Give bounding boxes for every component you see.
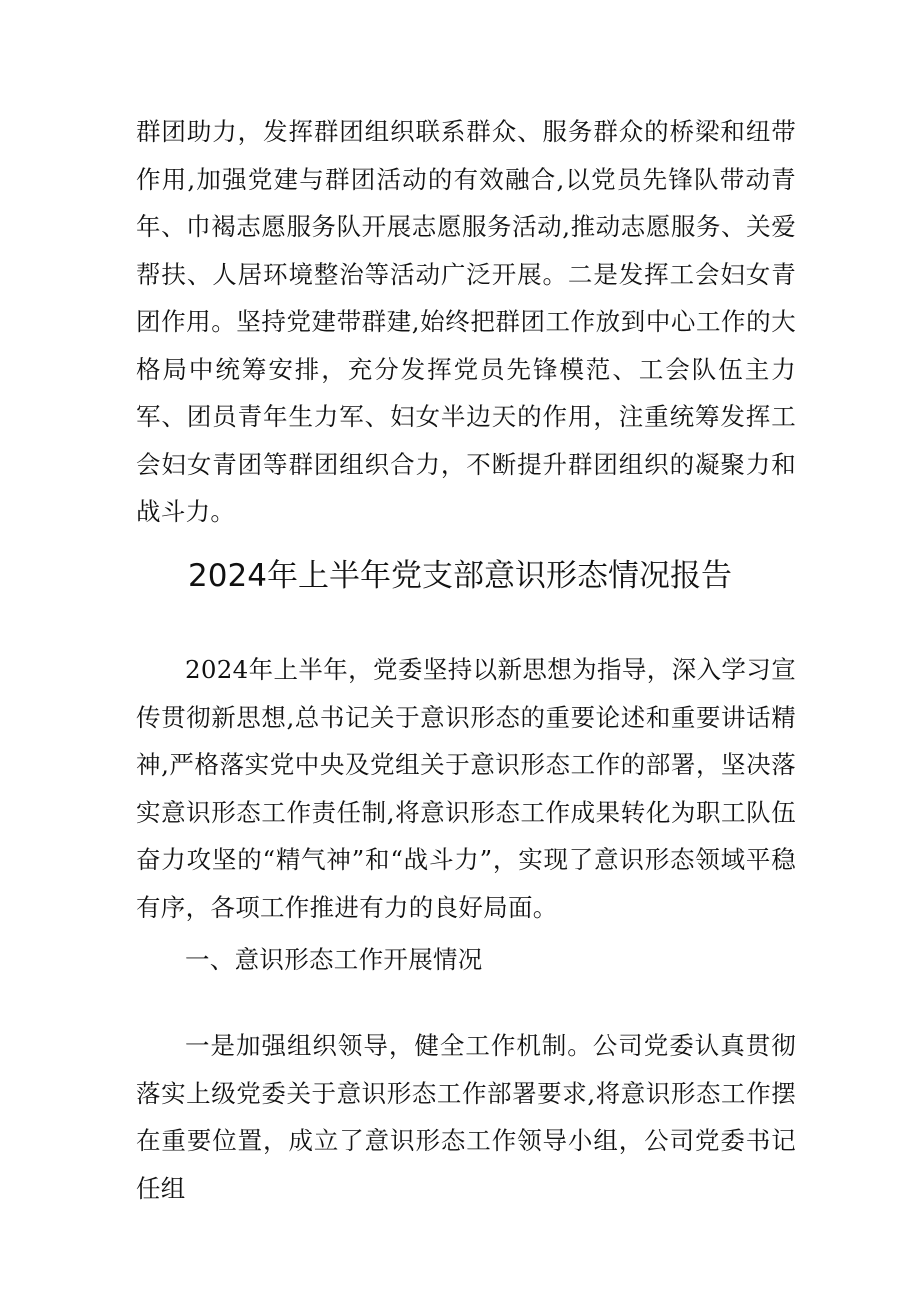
section-heading: 一、意识形态工作开展情况	[185, 945, 483, 974]
body-paragraph: 2024年上半年，党委坚持以新思想为指导，深入学习宣传贯彻新思想,总书记关于意识形态的重要论述和重要讲话精神,严格落实党中央及党组关于意识形态工作的部署，坚决落实意识形态工作责任制,将意识形态工作成果转化为职工队伍奋力攻坚的“精气神”和“战斗力”，实现了意识形态领域平稳有序，各项工作推进有力的良好局面。	[136, 655, 796, 922]
document-title: 2024年上半年党支部意识形态情况报告	[188, 558, 732, 594]
body-paragraph: 一是加强组织领导，健全工作机制。公司党委认真贯彻落实上级党委关于意识形态工作部署要求,将意识形态工作摆在重要位置，成立了意识形态工作领导小组，公司党委书记任组	[136, 1031, 796, 1203]
body-paragraph: 群团助力，发挥群团组织联系群众、服务群众的桥梁和纽带作用,加强党建与群团活动的有效融合,以党员先锋队带动青年、巾褐志愿服务队开展志愿服务活动,推动志愿服务、关爱帮扶、人居环境整治等活动广泛开展。二是发挥工会妇女青团作用。坚持党建带群建,始终把群团工作放到中心工作的大格局中统筹安排，充分发挥党员先锋模范、工会队伍主力军、团员青年生力军、妇女半边天的作用，注重统筹发挥工会妇女青团等群团组织合力，不断提升群团组织的凝聚力和战斗力。	[136, 117, 796, 526]
